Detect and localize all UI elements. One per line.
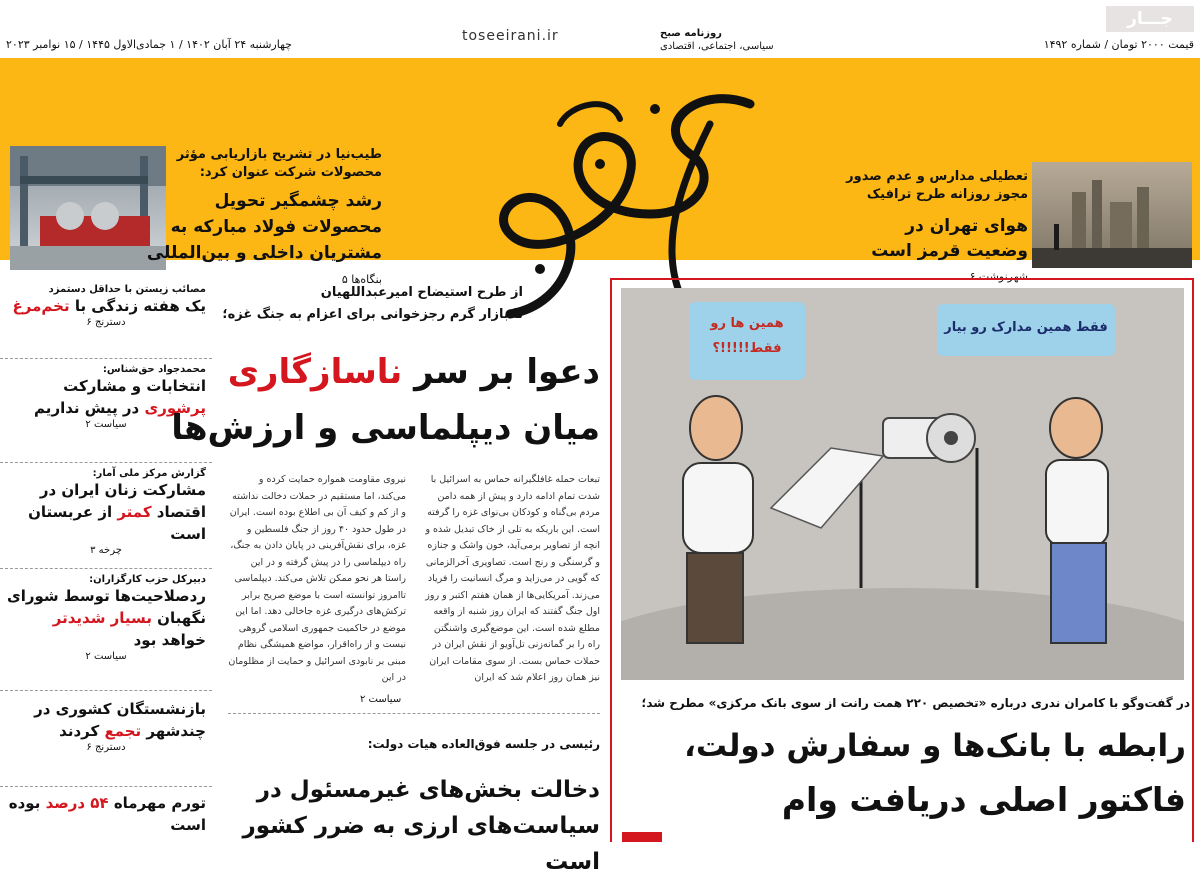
left-item-headline: انتخابات و مشارکت پرشوری در پیش نداریم xyxy=(34,377,206,417)
left-item-4[interactable] xyxy=(6,574,206,662)
editorial-cartoon xyxy=(621,288,1184,680)
left-item-headline: تورم مهرماه ۵۴ درصد بوده است xyxy=(8,794,206,834)
left-divider xyxy=(0,358,212,359)
main-kicker-2: تا بازار گرم رجزخوانی برای اعزام به جنگ غزه؛ xyxy=(222,307,523,322)
left-news-column xyxy=(0,278,212,842)
main-kicker-1: از طرح استیضاح امیرعبداللهیان xyxy=(320,285,523,300)
left-item-3[interactable] xyxy=(6,468,206,556)
left-item-ref: سیاست ۲ xyxy=(85,651,127,662)
masthead-subtitle-1: روزنامه صبح xyxy=(660,28,722,39)
tehran-smog-photo xyxy=(1032,162,1192,268)
left-divider xyxy=(0,786,212,787)
logo-text: توسعه ایرانی xyxy=(612,326,618,327)
bank-headline-line-1[interactable]: رابطه با بانک‌ها و سفارش دولت، xyxy=(684,728,1186,764)
left-item-ref: دسترنج ۶ xyxy=(86,742,126,753)
masthead-subtitle-2: سیاسی، اجتماعی، اقتصادی xyxy=(660,41,774,52)
left-divider xyxy=(0,462,212,463)
main-headline-line-1[interactable]: دعوا بر سر ناسازگاری xyxy=(227,352,600,392)
main-headline-line-2[interactable]: میان دیپلماسی و ارزش‌ها xyxy=(171,408,600,448)
dateline: چهارشنبه ۲۴ آبان ۱۴۰۲ / ۱ جمادی‌الاول ۱۴۴۵ / ۱۵ نوامبر ۲۰۲۳ xyxy=(6,38,292,51)
left-item-kicker: مصائب زیستن با حداقل دستمزد xyxy=(48,284,206,295)
steel-headline[interactable]: رشد چشمگیر تحویل محصولات فولاد مبارکه به مشتریان داخلی و بین‌المللی xyxy=(146,191,382,263)
steel-ref: بنگاه‌ها ۵ xyxy=(341,273,382,286)
left-item-ref: دسترنج ۶ xyxy=(86,317,126,328)
middle-divider xyxy=(228,713,600,717)
left-item-ref: سیاست ۲ xyxy=(85,419,127,430)
jar-badge: جـــار xyxy=(1106,6,1194,32)
price-issue: قیمت ۲۰۰۰ تومان / شماره ۱۴۹۲ xyxy=(1043,38,1194,51)
left-item-5[interactable] xyxy=(6,698,206,753)
bank-headline-line-2[interactable]: فاکتور اصلی دریافت وام xyxy=(781,780,1186,819)
smog-headline[interactable]: هوای تهران در وضعیت قرمز است xyxy=(871,216,1028,261)
left-item-kicker: محمدجواد حق‌شناس: xyxy=(102,364,206,375)
left-item-kicker: گزارش مرکز ملی آمار: xyxy=(92,468,206,479)
raisi-kicker: رئیسی در جلسه فوق‌العاده هیات دولت: xyxy=(367,737,600,751)
left-item-ref: چرخه ۳ xyxy=(90,545,122,556)
smog-ref: شهرنوشت ۶ xyxy=(969,270,1028,283)
left-item-6[interactable] xyxy=(6,792,206,836)
left-item-1[interactable] xyxy=(6,284,206,328)
steel-kicker: طیب‌نیا در تشریح بازاریابی مؤثر محصولات شرکت عنوان کرد: xyxy=(176,147,382,180)
left-item-headline: بازنشستگان کشوری در چندشهر تجمع کردند xyxy=(34,700,206,740)
left-item-kicker: دبیرکل حزب کارگزاران: xyxy=(89,574,206,585)
article-column-right: تبعات حمله غافلگیرانه حماس به اسرائیل با شدت تمام ادامه دارد و پیش از همه دامن مردم بی‌گناه و کودکان بی‌نوای غزه را گرفته است. این باریکه به تلی از خاک تبدیل شده و انچه از تصاویر برمی‌آید، خون واشک و جنازه و گرسنگی و رنج است. تصاویری آخرالزمانی که گویی در می‌زاید و مرگ انسانیت را فریاد می‌زند. آمریکایی‌ها از همان هفتم اکتبر و روز اول جنگ گفتند که ایران روز شنبه از واقعه مطلع شده است. این موضع‌گیری واشنگتن راه را بر گمانه‌زنی تل‌آویو از نقش ایران در حملات حماس بست. از سوی مقامات ایران نیز همان روز اعلام شد که ایران xyxy=(425,474,600,683)
bank-kicker: در گفت‌وگو با کامران ندری درباره «تخصیص ۲۲۰ همت رانت از سوی بانک مرکزی» مطرح شد؛ xyxy=(641,696,1190,710)
left-divider xyxy=(0,568,212,569)
main-article-ref: سیاست ۲ xyxy=(360,694,402,705)
article-column-left: نیروی مقاومت همواره حمایت کرده و می‌کند، اما مستقیم در حملات دخالت نداشته و از کم و کیف آن بی اطلاع بوده است. ایران در طول حدود ۴۰ روز از جنگ فلسطین و غزه، برای نقش‌آفرینی در پایان دادن به جنگ، راه دیپلماسی را در پیش گرفته و در این راستا هر نحو ممکن تلاش می‌کند. دیپلماسی تاامروز توانسته است با موضع صریح برابر ترکش‌های درگیری غزه جاخالی دهد. اما این موضع در حاکمیت جمهوری اسلامی گروهی نیست و از راه‌اقرار، مواضع همیشگی نظام مبنی بر نابودی اسرائیل و حمایت از مظلومان در این xyxy=(228,474,406,683)
left-item-headline: ردصلاحیت‌ها توسط شورای نگهبان بسیار شدیدتر خواهد بود xyxy=(6,587,206,649)
left-item-headline: مشارکت زنان ایران در اقتصاد کمتر از عربستان است xyxy=(28,481,206,543)
raisi-headline[interactable]: دخالت بخش‌های غیرمسئول در سیاست‌های ارزی به ضرر کشور است xyxy=(242,777,600,875)
main-article-body xyxy=(228,472,600,692)
cartoon-tag xyxy=(622,832,662,842)
smog-kicker: تعطیلی مدارس و عدم صدور مجوز روزانه طرح ترافیک xyxy=(846,169,1028,202)
left-item-headline: یک هفته زندگی با تخم‌مرغ xyxy=(12,297,206,315)
speech-bubble-left: همین ها رو فقط!!!!!؟ xyxy=(689,302,805,380)
left-divider xyxy=(0,690,212,691)
speech-bubble-right: فقط همین مدارک رو بیار xyxy=(937,304,1115,356)
site-url[interactable]: toseeirani.ir xyxy=(462,28,559,44)
